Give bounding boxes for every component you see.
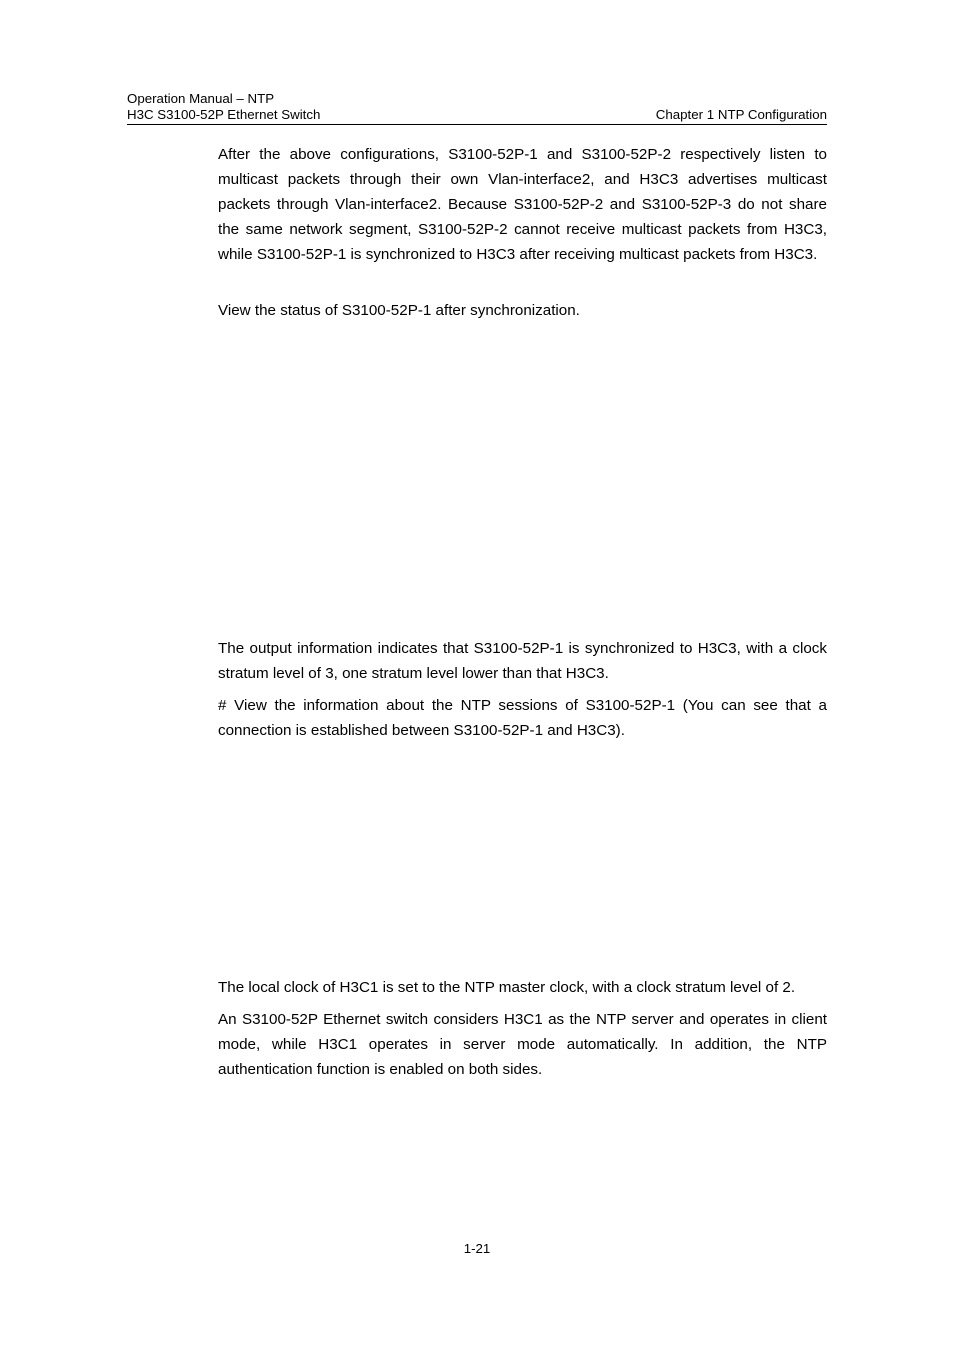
product-name: H3C S3100-52P Ethernet Switch	[127, 107, 321, 122]
paragraph-view-sessions: # View the information about the NTP sessions of S3100-52P-1 (You can see that a connection is established between S3100-52P-1 and H3C3).	[218, 697, 827, 739]
manual-title: Operation Manual – NTP	[127, 91, 275, 106]
header-left	[127, 91, 320, 123]
paragraph-local-clock: The local clock of H3C1 is set to the NTP master clock, with a clock stratum level of 2.	[218, 979, 796, 996]
page-header	[127, 90, 827, 125]
paragraph-output-info: The output information indicates that S3100-52P-1 is synchronized to H3C3, with a clock stratum level of 3, one stratum level lower than that H3C3.	[218, 640, 827, 682]
paragraph-multicast-config: After the above configurations, S3100-52P-1 and S3100-52P-2 respectively listen to multicast packets through their own Vlan-interface2, and H3C3 advertises multicast packets through Vlan-interface2. Because S3100-52P-2 and S3100-52P-3 do not share the same network segment, S3100-52P-2 cannot receive multicast packets from H3C3, while S3100-52P-1 is synchronized to H3C3 after receiving multicast packets from H3C3.	[218, 146, 827, 263]
paragraph-client-mode: An S3100-52P Ethernet switch considers H3C1 as the NTP server and operates in client mode, while H3C1 operates in server mode automatically. In addition, the NTP authentication function is enabled on both sides.	[218, 1011, 827, 1078]
chapter-title: Chapter 1 NTP Configuration	[655, 107, 827, 122]
page-number: 1-21	[463, 1241, 491, 1256]
paragraph-view-status: View the status of S3100-52P-1 after synchronization.	[218, 302, 580, 319]
